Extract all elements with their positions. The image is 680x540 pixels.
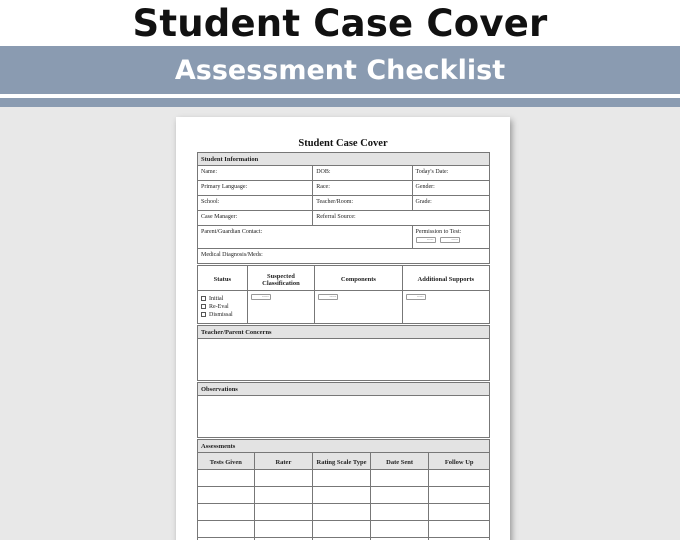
grade-field[interactable]: Grade: — [415, 199, 432, 205]
info-row-6 — [197, 249, 490, 264]
status-header-row — [197, 265, 490, 291]
table-row — [197, 504, 490, 521]
table-cell[interactable] — [255, 470, 314, 486]
rater-header: Rater — [255, 453, 314, 469]
assessments-column-row — [197, 453, 490, 470]
table-cell[interactable] — [371, 521, 430, 537]
table-cell[interactable] — [429, 487, 489, 503]
table-cell[interactable] — [313, 504, 371, 520]
info-row-2 — [197, 181, 490, 196]
todays-date-field[interactable]: Today's Date: — [415, 169, 449, 175]
concerns-textarea[interactable] — [197, 339, 490, 381]
checkbox-icon[interactable] — [201, 304, 206, 309]
observations-textarea[interactable] — [197, 396, 490, 438]
table-row — [197, 487, 490, 504]
status-options — [198, 291, 248, 323]
student-info-header: Student Information — [197, 152, 490, 166]
info-row-5 — [197, 226, 490, 249]
table-cell[interactable] — [429, 504, 489, 520]
date-sent-header: Date Sent — [371, 453, 430, 469]
status-dismissal-label: Dismissal — [209, 312, 233, 318]
table-cell[interactable] — [371, 487, 430, 503]
school-field[interactable]: School: — [198, 196, 313, 210]
permission-label: Permission to Test: — [415, 229, 462, 235]
table-cell[interactable] — [198, 504, 255, 520]
permission-cell — [413, 226, 490, 248]
info-row-4 — [197, 211, 490, 226]
medical-field[interactable]: Medical Diagnosis/Meds: — [201, 252, 263, 258]
table-cell[interactable] — [429, 470, 489, 486]
document-page — [176, 117, 510, 540]
table-cell[interactable] — [313, 487, 371, 503]
table-cell[interactable] — [429, 521, 489, 537]
classification-col-header: Suspected Classification — [248, 266, 316, 290]
table-cell[interactable] — [313, 470, 371, 486]
components-cell — [315, 291, 402, 323]
follow-up-header: Follow Up — [444, 459, 474, 466]
assessments-header: Assessments — [197, 439, 490, 453]
teacher-room-field[interactable]: Teacher/Room: — [313, 196, 412, 210]
case-manager-field[interactable]: Case Manager: — [198, 211, 313, 225]
concerns-header: Teacher/Parent Concerns — [197, 325, 490, 339]
page-title: Student Case Cover — [132, 1, 548, 45]
assessments-rows — [197, 470, 490, 540]
dob-field[interactable]: DOB: — [313, 166, 412, 180]
gender-field[interactable]: Gender: — [415, 184, 435, 190]
rating-scale-header: Rating Scale Type — [313, 453, 371, 469]
table-row — [197, 521, 490, 538]
table-cell[interactable] — [198, 521, 255, 537]
table-cell[interactable] — [371, 470, 430, 486]
status-initial[interactable] — [201, 295, 244, 303]
supports-col-header: Additional Supports — [417, 276, 475, 283]
classification-cell — [248, 291, 316, 323]
status-initial-label: Initial — [209, 296, 224, 302]
table-cell[interactable] — [198, 470, 255, 486]
classification-dropdown[interactable]: ----- — [251, 294, 271, 300]
checkbox-icon[interactable] — [201, 296, 206, 301]
table-cell[interactable] — [313, 521, 371, 537]
banner-strip — [0, 98, 680, 107]
document-title: Student Case Cover — [298, 138, 388, 149]
status-dismissal[interactable] — [201, 311, 244, 319]
table-cell[interactable] — [255, 521, 314, 537]
table-cell[interactable] — [255, 487, 314, 503]
components-dropdown[interactable]: ----- — [318, 294, 338, 300]
permission-dropdown-2[interactable]: ----- — [440, 237, 460, 243]
info-row-1 — [197, 166, 490, 181]
observations-header: Observations — [197, 382, 490, 396]
table-row — [197, 470, 490, 487]
table-cell[interactable] — [198, 487, 255, 503]
status-body-row — [197, 291, 490, 324]
parent-contact-field[interactable]: Parent/Guardian Contact: — [198, 226, 413, 248]
primary-language-field[interactable]: Primary Language: — [198, 181, 313, 195]
permission-dropdown-1[interactable]: ----- — [416, 237, 436, 243]
supports-dropdown[interactable]: ----- — [406, 294, 426, 300]
status-col-header: Status — [198, 266, 248, 290]
supports-cell — [403, 291, 489, 323]
referral-source-field[interactable]: Referral Source: — [316, 214, 356, 220]
table-cell[interactable] — [255, 504, 314, 520]
status-reeval[interactable] — [201, 303, 244, 311]
info-row-3 — [197, 196, 490, 211]
components-col-header: Components — [315, 266, 402, 290]
tests-given-header: Tests Given — [198, 453, 255, 469]
subtitle-banner: Assessment Checklist — [0, 46, 680, 94]
race-field[interactable]: Race: — [313, 181, 412, 195]
checkbox-icon[interactable] — [201, 312, 206, 317]
status-reeval-label: Re-Eval — [209, 304, 229, 310]
name-field[interactable]: Name: — [198, 166, 313, 180]
case-form — [197, 152, 490, 540]
table-cell[interactable] — [371, 504, 430, 520]
